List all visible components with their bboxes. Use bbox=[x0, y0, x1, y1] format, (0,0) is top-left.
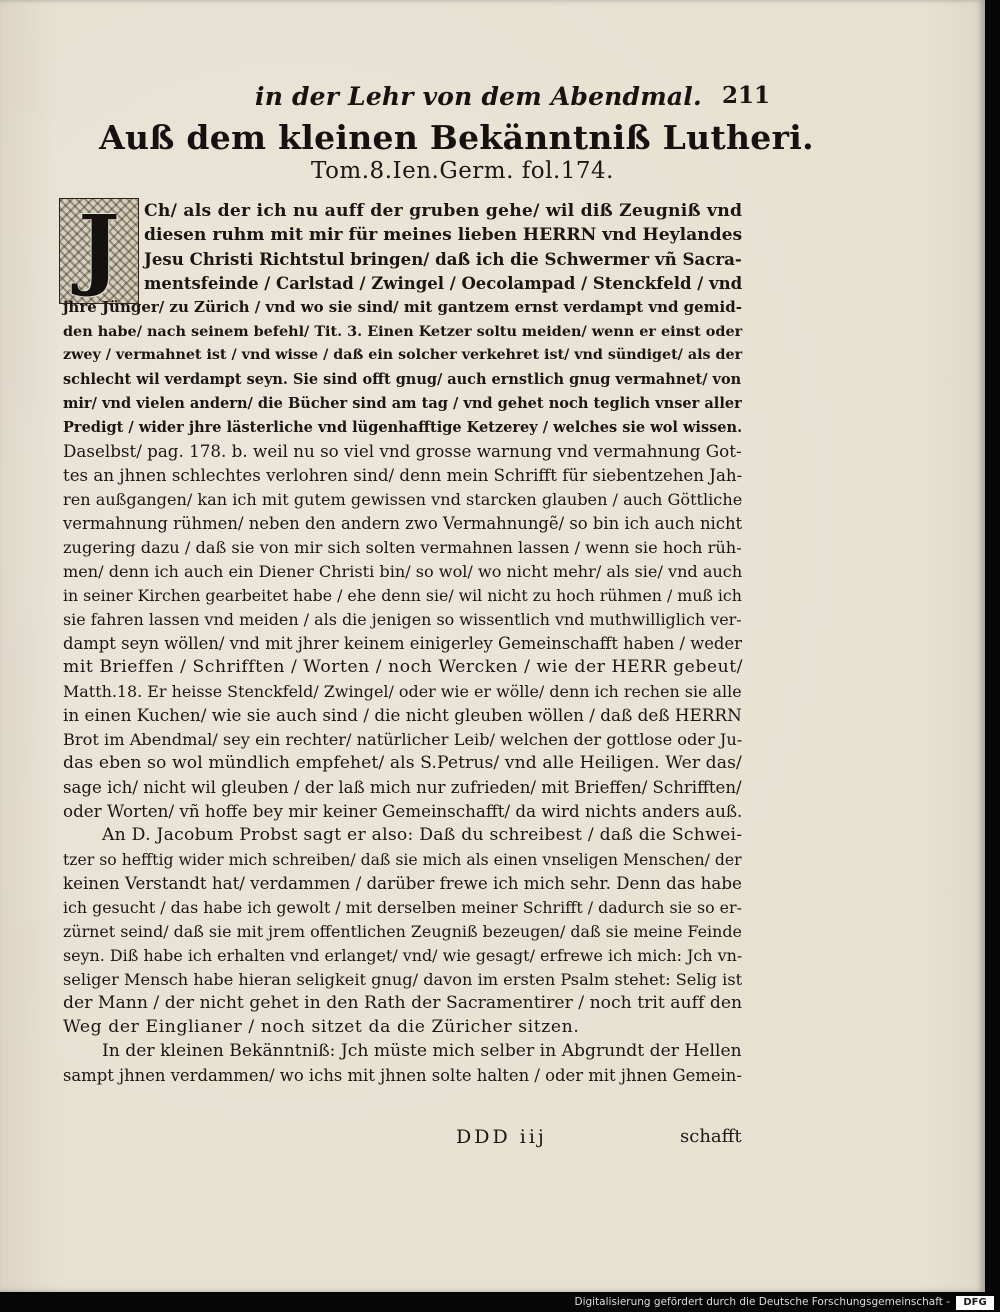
running-head: in der Lehr von dem Abendmal. bbox=[255, 82, 702, 111]
text-line: tzer so hefftig wider mich schreiben/ daß sie mich als einen vnseligen Menschen/ der bbox=[63, 850, 742, 869]
text-line: das eben so wol mündlich empfehet/ als S.Petrus/ vnd alle Heiligen. Wer das/ bbox=[63, 753, 742, 773]
text-line: der Mann / der nicht gehet in den Rath der Sacramentirer / noch trit auff den bbox=[63, 993, 743, 1013]
text-line: zugering dazu / daß sie von mir sich solten vermahnen lassen / wenn sie hoch rüh- bbox=[63, 538, 742, 557]
text-line: ich gesucht / das habe ich gewolt / mit derselben meiner Schrifft / dadurch sie so er- bbox=[63, 898, 742, 917]
page-foot bbox=[0, 1126, 985, 1152]
text-line: In der kleinen Bekänntniß: Jch müste mich selber in Abgrundt der Hellen bbox=[102, 1041, 742, 1061]
signature-mark: DDD iij bbox=[456, 1126, 547, 1148]
page-header bbox=[0, 82, 985, 118]
text-line: mir/ vnd vielen andern/ die Bücher sind am tag / vnd gehet noch teglich vnser aller bbox=[63, 395, 742, 412]
text-line: schlecht wil verdampt seyn. Sie sind offt gnug/ auch ernstlich gnug vermahnet/ von bbox=[63, 371, 742, 388]
text-line: sie fahren lassen vnd meiden / als die jenigen so wissentlich vnd muthwilliglich ver- bbox=[63, 610, 742, 629]
initial-letter: J bbox=[78, 195, 120, 299]
text-line: ren außgangen/ kan ich mit gutem gewissen vnd starcken glauben / auch Göttliche bbox=[63, 490, 743, 509]
text-line: Brot im Abendmal/ sey ein rechter/ natürlicher Leib/ welchen der gottlose oder Ju- bbox=[63, 730, 743, 749]
text-line: seliger Mensch habe hieran seligkeit gnug/ davon im ersten Psalm stehet: Selig ist bbox=[63, 970, 743, 989]
section-title: Auß dem kleinen Bekänntniß Lutheri. bbox=[99, 118, 814, 157]
text-line: jhre Jünger/ zu Zürich / vnd wo sie sind/ mit gantzem ernst verdampt vnd gemid- bbox=[63, 298, 742, 316]
text-line: tes an jhnen schlechtes verlohren sind/ denn mein Schrifft für siebentzehen Jah- bbox=[63, 466, 743, 485]
text-line: sampt jhnen verdammen/ wo ichs mit jhnen solte halten / oder mit jhnen Gemein- bbox=[63, 1066, 742, 1085]
text-line: diesen ruhm mit mir für meines lieben HERRN vnd Heylandes bbox=[144, 225, 743, 245]
text-line: vermahnung rühmen/ neben den andern zwo Vermahnungẽ/ so bin ich auch nicht bbox=[63, 514, 743, 533]
text-line: Ch/ als der ich nu auff der gruben gehe/ wil diß Zeugniß vnd bbox=[144, 201, 743, 221]
section-reference: Tom.8.Ien.Germ. fol.174. bbox=[311, 158, 614, 184]
text-line: dampt seyn wöllen/ vnd mit jhrer keinem einigerley Gemeinschafft haben / weder bbox=[63, 634, 742, 653]
text-line: seyn. Diß habe ich erhalten vnd erlanget/ vnd/ wie gesagt/ erfrewe ich mich: Jch vn- bbox=[63, 946, 743, 965]
page-number: 211 bbox=[722, 82, 771, 109]
text-line: men/ denn ich auch ein Diener Christi bin/ so wol/ wo nicht mehr/ als sie/ vnd auch bbox=[63, 562, 743, 581]
text-line: mit Brieffen / Schrifften / Worten / noch Wercken / wie der HERR gebeut/ bbox=[63, 657, 743, 677]
digitization-credit-bar bbox=[0, 1295, 1000, 1312]
digitization-credit: Digitalisierung gefördert durch die Deutsche Forschungsgemeinschaft - bbox=[574, 1296, 950, 1308]
text-line: in einen Kuchen/ wie sie auch sind / die nicht gleuben wöllen / daß deß HERRN bbox=[63, 705, 742, 725]
text-line: zwey / vermahnet ist / vnd wisse / daß ein solcher verkehret ist/ vnd sündiget/ als der bbox=[63, 347, 743, 363]
text-line: den habe/ nach seinem befehl/ Tit. 3. Einen Ketzer soltu meiden/ wenn er einst oder bbox=[63, 323, 743, 340]
text-line: sage ich/ nicht wil gleuben / der laß mich nur zufrieden/ mit Brieffen/ Schrifften/ bbox=[63, 778, 742, 797]
decorated-initial bbox=[59, 195, 139, 304]
text-line: mentsfeinde / Carlstad / Zwingel / Oecolampad / Stenckfeld / vnd bbox=[144, 274, 743, 293]
text-line: Weg der Einglianer / noch sitzet da die Züricher sitzen. bbox=[63, 1017, 580, 1037]
text-line: oder Worten/ vñ hoffe bey mir keiner Gemeinschafft/ da wird nichts anders auß. bbox=[63, 801, 743, 821]
text-line: Matth.18. Er heisse Stenckfeld/ Zwingel/ oder wie er wölle/ denn ich rechen sie alle bbox=[63, 682, 742, 701]
text-line: keinen Verstandt hat/ verdammen / darüber frewe ich mich sehr. Denn das habe bbox=[63, 874, 742, 893]
text-line: An D. Jacobum Probst sagt er also: Daß du schreibest / daß die Schwei- bbox=[102, 825, 743, 845]
text-line: in seiner Kirchen gearbeitet habe / ehe denn sie/ wil nicht zu hoch rühmen / muß ich bbox=[63, 586, 742, 605]
catchword: schafft bbox=[680, 1126, 742, 1147]
text-line: Jesu Christi Richtstul bringen/ daß ich die Schwermer vñ Sacra- bbox=[144, 249, 742, 269]
text-line: zürnet seind/ daß sie mit jrem offentlichen Zeugniß bezeugen/ daß sie meine Feinde bbox=[63, 922, 742, 941]
text-line: Predigt / wider jhre lästerliche vnd lügenhafftige Ketzerey / welches sie wol wissen. bbox=[63, 419, 743, 436]
text-line: Daselbst/ pag. 178. b. weil nu so viel vnd grosse warnung vnd vermahnung Got- bbox=[63, 441, 742, 461]
dfg-logo: DFG bbox=[956, 1296, 994, 1310]
